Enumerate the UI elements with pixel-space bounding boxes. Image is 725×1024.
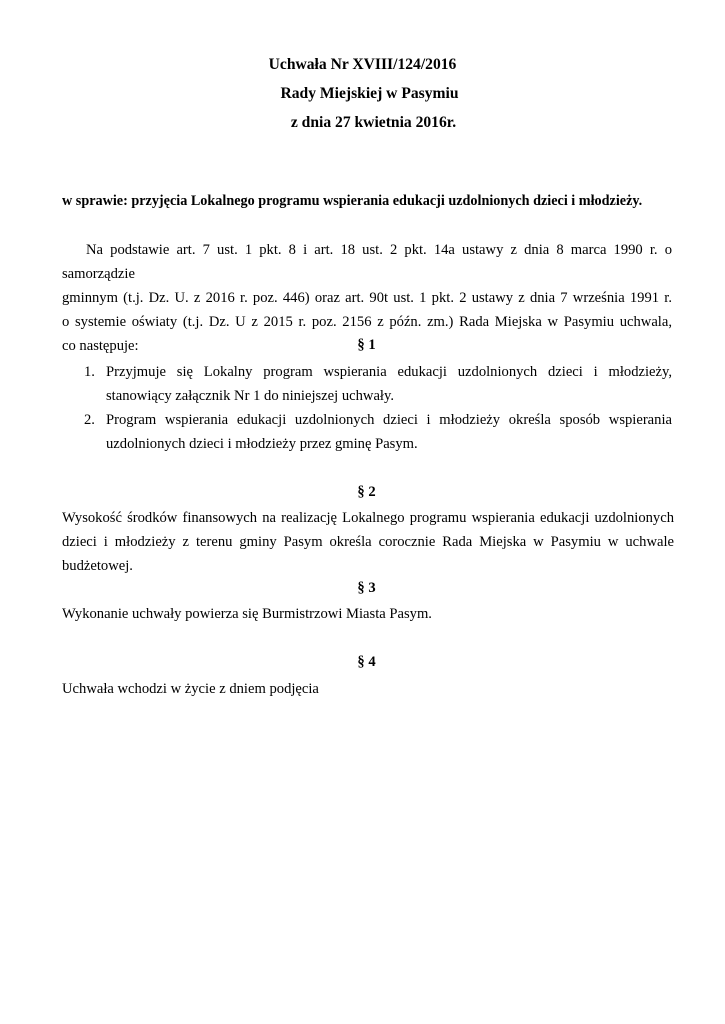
preamble-line: gminnym (t.j. Dz. U. z 2016 r. poz. 446) oraz art. 90t ust. 1 pkt. 2 ustawy z dnia 7 września 1991 r. [62,290,672,306]
list-item-text: Przyjmuje się Lokalny program wspierania edukacji uzdolnionych dzieci i młodzieży, stanowiący załącznik Nr 1 do niniejszej uchwały. [106,364,672,404]
section-1-mark: § 1 [357,337,376,353]
preamble-line: o systemie oświaty (t.j. Dz. U z 2015 r. poz. 2156 z późn. zm.) Rada Miejska w Pasymiu uchwala, [62,314,672,330]
list-item [62,408,672,456]
section-2-text: Wysokość środków finansowych na realizację Lokalnego programu wspierania edukacji uzdolnionych dzieci i młodzieży z terenu gminy Pasym określa corocznie Rada Miejska w Pasymiu w uchwale budżetowej. [62,510,674,574]
preamble-line: co następuje: [62,338,139,354]
council-name: Rady Miejskiej w Pasymiu [280,85,459,102]
resolution-subject: w sprawie: przyjęcia Lokalnego programu wspierania edukacji uzdolnionych dzieci i młodzieży. [62,193,643,209]
section-2-mark: § 2 [357,484,376,500]
preamble-line: Na podstawie art. 7 ust. 1 pkt. 8 i art. 18 ust. 2 pkt. 14a ustawy z dnia 8 marca 1990 r. o samorządzie [62,242,672,282]
list-item-number: 2. [84,412,95,428]
section-4-text: Uchwała wchodzi w życie z dniem podjęcia [62,681,319,697]
list-item-number: 1. [84,364,95,380]
resolution-date: z dnia 27 kwietnia 2016r. [290,114,457,131]
section-3-mark: § 3 [357,580,376,596]
resolution-number: Uchwała Nr XVIII/124/2016 [268,56,457,73]
list-item-text: Program wspierania edukacji uzdolnionych dzieci i młodzieży określa sposób wspierania uzdolnionych dzieci i młodzieży przez gminę Pasym. [106,412,672,452]
list-item [62,360,672,408]
section-4-mark: § 4 [357,654,376,670]
section-3-text: Wykonanie uchwały powierza się Burmistrzowi Miasta Pasym. [62,606,432,622]
